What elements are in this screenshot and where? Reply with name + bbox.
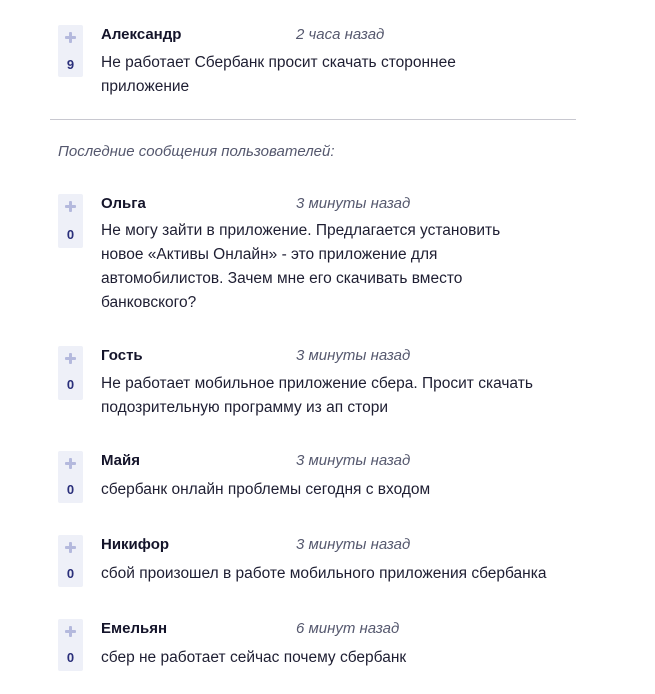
upvote-button[interactable] <box>58 535 83 559</box>
vote-box <box>58 25 83 77</box>
comment-author[interactable]: Емельян <box>101 620 168 637</box>
plus-icon <box>65 542 76 553</box>
recent-messages-heading: Последние сообщения пользователей: <box>58 143 335 160</box>
vote-count: 0 <box>66 377 75 392</box>
vote-box <box>58 535 83 587</box>
comment-time: 2 часа назад <box>296 26 385 43</box>
upvote-button[interactable] <box>58 451 83 475</box>
comment-text: Не работает мобильное приложение сбера. Просит скачать подозрительную программу из ап стори <box>101 375 533 416</box>
comment-author[interactable]: Ольга <box>101 195 146 212</box>
vote-count: 0 <box>66 482 75 497</box>
comment-text: сбербанк онлайн проблемы сегодня с входом <box>101 481 431 498</box>
vote-count: 0 <box>66 650 75 665</box>
comment-time: 3 минуты назад <box>296 347 411 364</box>
vote-count: 0 <box>66 566 75 581</box>
comment-time: 3 минуты назад <box>296 195 411 212</box>
upvote-button[interactable] <box>58 25 83 49</box>
comment-author[interactable]: Александр <box>101 26 182 43</box>
comment-text: Не могу зайти в приложение. Предлагается установить новое «Активы Онлайн» - это приложение для автомобилистов. Зачем мне его скачивать вместо банковского? <box>101 222 501 311</box>
vote-box <box>58 346 83 400</box>
vote-box <box>58 194 83 248</box>
comment-time: 6 минут назад <box>296 620 400 637</box>
comment-text: сбой произошел в работе мобильного приложения сбербанка <box>101 565 547 582</box>
plus-icon <box>65 353 76 364</box>
plus-icon <box>65 458 76 469</box>
comment-text: сбер не работает сейчас почему сбербанк <box>101 649 407 666</box>
divider <box>50 119 576 120</box>
comment-author[interactable]: Никифор <box>101 536 170 553</box>
vote-count: 9 <box>66 57 75 72</box>
upvote-button[interactable] <box>58 346 83 370</box>
plus-icon <box>65 626 76 637</box>
comment-author[interactable]: Майя <box>101 452 140 469</box>
upvote-button[interactable] <box>58 619 83 643</box>
vote-box <box>58 619 83 671</box>
comment-time: 3 минуты назад <box>296 536 411 553</box>
comment-time: 3 минуты назад <box>296 452 411 469</box>
plus-icon <box>65 201 76 212</box>
comment-text: Не работает Сбербанк просит скачать стороннее приложение <box>101 54 456 95</box>
upvote-button[interactable] <box>58 194 83 218</box>
comment-author[interactable]: Гость <box>101 347 143 364</box>
plus-icon <box>65 32 76 43</box>
vote-count: 0 <box>66 227 75 242</box>
vote-box <box>58 451 83 503</box>
